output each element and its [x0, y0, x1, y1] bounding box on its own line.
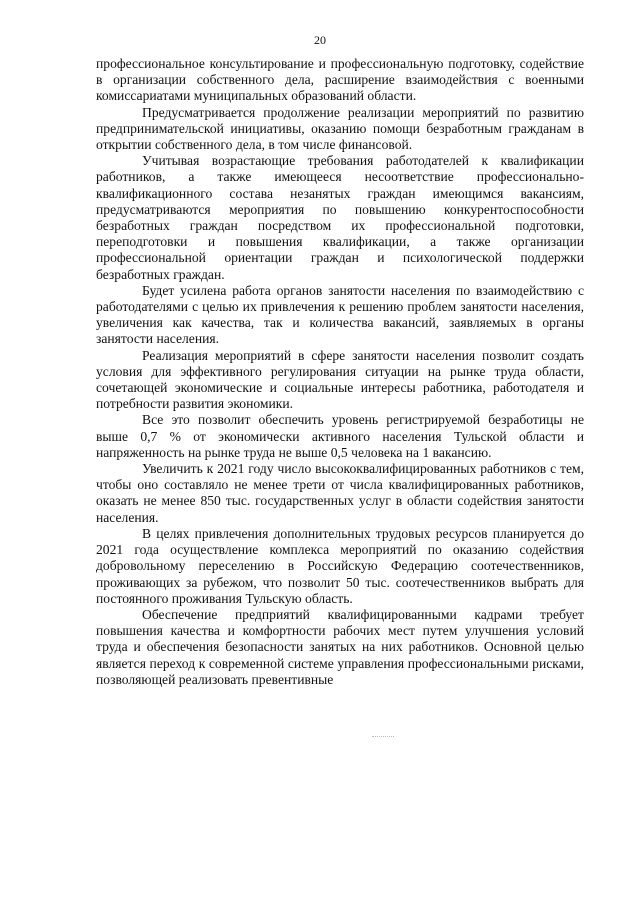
- paragraph-5: Реализация мероприятий в сфере занятости населения позволит создать условия для эффективного регулирования ситуации на рынке труда области, сочетающей экономические и социальные интересы работника, работодателя и потребности развития экономики.: [96, 347, 584, 412]
- page-number: 20: [314, 33, 326, 47]
- paragraph-3: Учитывая возрастающие требования работодателей к квалификации работников, а также имеющееся несоответствие профессионально-квалификационного состава незанятых граждан имеющимся вакансиям, предусматриваются мероприятия по повышению конкурентоспособности безработных граждан посредством их профессиональной подготовки, переподготовки и повышения квалификации, а также организации профессиональной ориентации граждан и психологической поддержки безработных граждан.: [96, 153, 584, 282]
- paragraph-9: Обеспечение предприятий квалифицированными кадрами требует повышения качества и комфортности рабочих мест путем улучшения условий труда и обеспечения безопасности занятых на них работников. Основной целью является переход к современной системе управления профессиональными рисками, позволяющей реализовать превентивные: [96, 606, 584, 687]
- paragraph-8: В целях привлечения дополнительных трудовых ресурсов планируется до 2021 года осуществление комплекса мероприятий по оказанию содействия добровольному переселению в Российскую Федерацию соотечественников, проживающих за рубежом, что позволит 50 тыс. соотечественников выбрать для постоянного проживания Тульскую область.: [96, 525, 584, 606]
- paragraph-6: Все это позволит обеспечить уровень регистрируемой безработицы не выше 0,7 % от экономически активного населения Тульской области и напряженность на рынке труда не выше 0,5 человека на 1 вакансию.: [96, 412, 584, 460]
- paragraph-1: профессиональное консультирование и профессиональную подготовку, содействие в организации собственного дела, расширение взаимодействия с военными комиссариатами муниципальных образований области.: [96, 56, 584, 104]
- scan-artifact: [372, 736, 394, 738]
- body-text: [96, 56, 584, 688]
- paragraph-4: Будет усилена работа органов занятости населения по взаимодействию с работодателями с целью их привлечения к решению проблем занятости населения, увеличения как качества, так и количества вакансий, заявляемых в органы занятости населения.: [96, 282, 584, 347]
- paragraph-7: Увеличить к 2021 году число высококвалифицированных работников с тем, чтобы оно составляло не менее трети от числа квалифицированных работников, оказать не менее 850 тыс. государственных услуг в области содействия занятости населения.: [96, 461, 584, 525]
- paragraph-2: Предусматривается продолжение реализации мероприятий по развитию предпринимательской инициативы, оказанию помощи безработным гражданам в открытии собственного дела, в том числе финансовой.: [96, 104, 584, 153]
